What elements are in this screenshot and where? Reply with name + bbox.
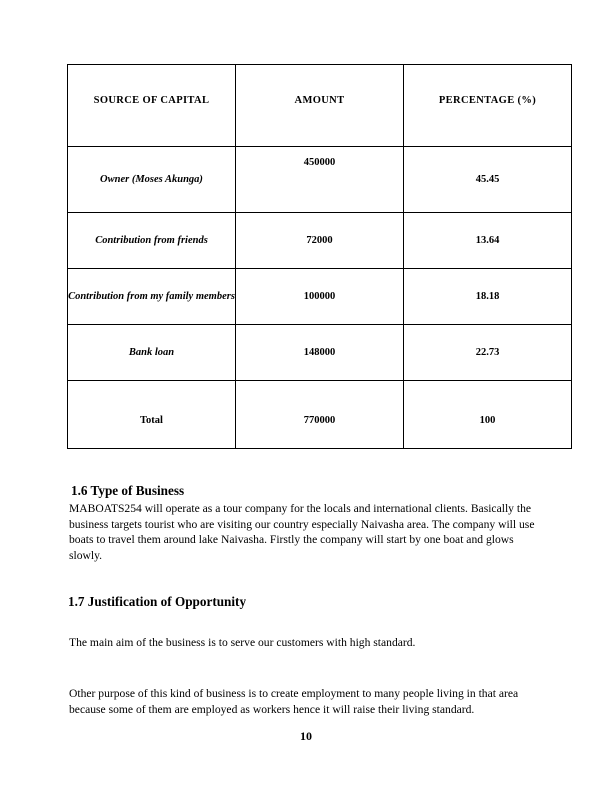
cell-amount: 148000 <box>236 325 404 381</box>
cell-amount: 72000 <box>236 213 404 269</box>
column-header-percentage: PERCENTAGE (%) <box>404 65 572 147</box>
cell-source: Owner (Moses Akunga) <box>68 147 236 213</box>
cell-percentage-total: 100 <box>404 381 572 449</box>
table-body <box>68 147 572 449</box>
cell-amount-total: 770000 <box>236 381 404 449</box>
column-header-source-of-capital: SOURCE OF CAPITAL <box>68 65 236 147</box>
table-row <box>68 213 572 269</box>
table-row-total <box>68 381 572 449</box>
source-of-capital-table <box>67 64 572 449</box>
table-row <box>68 269 572 325</box>
cell-percentage: 45.45 <box>404 147 572 213</box>
cell-percentage: 22.73 <box>404 325 572 381</box>
page-number: 10 <box>300 729 312 743</box>
section-heading-type-of-business: 1.6 Type of Business <box>71 483 185 498</box>
cell-source: Contribution from my family members <box>68 269 236 325</box>
cell-amount: 450000 <box>236 147 404 213</box>
table-header-row <box>68 65 572 147</box>
column-header-amount: AMOUNT <box>236 65 404 147</box>
section-body-justification-first: The main aim of the business is to serve our customers with high standard. <box>69 636 416 649</box>
section-body-justification-second: Other purpose of this kind of business is to create employment to many people living in that area because some of them are employed as workers hence it will raise their living standard. <box>69 687 519 716</box>
cell-amount: 100000 <box>236 269 404 325</box>
cell-percentage: 18.18 <box>404 269 572 325</box>
table-header <box>68 65 572 147</box>
cell-source-total: Total <box>68 381 236 449</box>
table-row <box>68 325 572 381</box>
section-heading-justification-of-opportunity: 1.7 Justification of Opportunity <box>68 594 247 609</box>
section-body-type-of-business: MABOATS254 will operate as a tour company for the locals and international clients. Basically the business targets tourist who are visiting our country especially Naivasha area. The company will use boats to travel them around lake Naivasha. Firstly the company will start by one boat and glows slowly. <box>69 502 535 562</box>
cell-percentage: 13.64 <box>404 213 572 269</box>
cell-source: Contribution from friends <box>68 213 236 269</box>
cell-source: Bank loan <box>68 325 236 381</box>
table-row <box>68 147 572 213</box>
